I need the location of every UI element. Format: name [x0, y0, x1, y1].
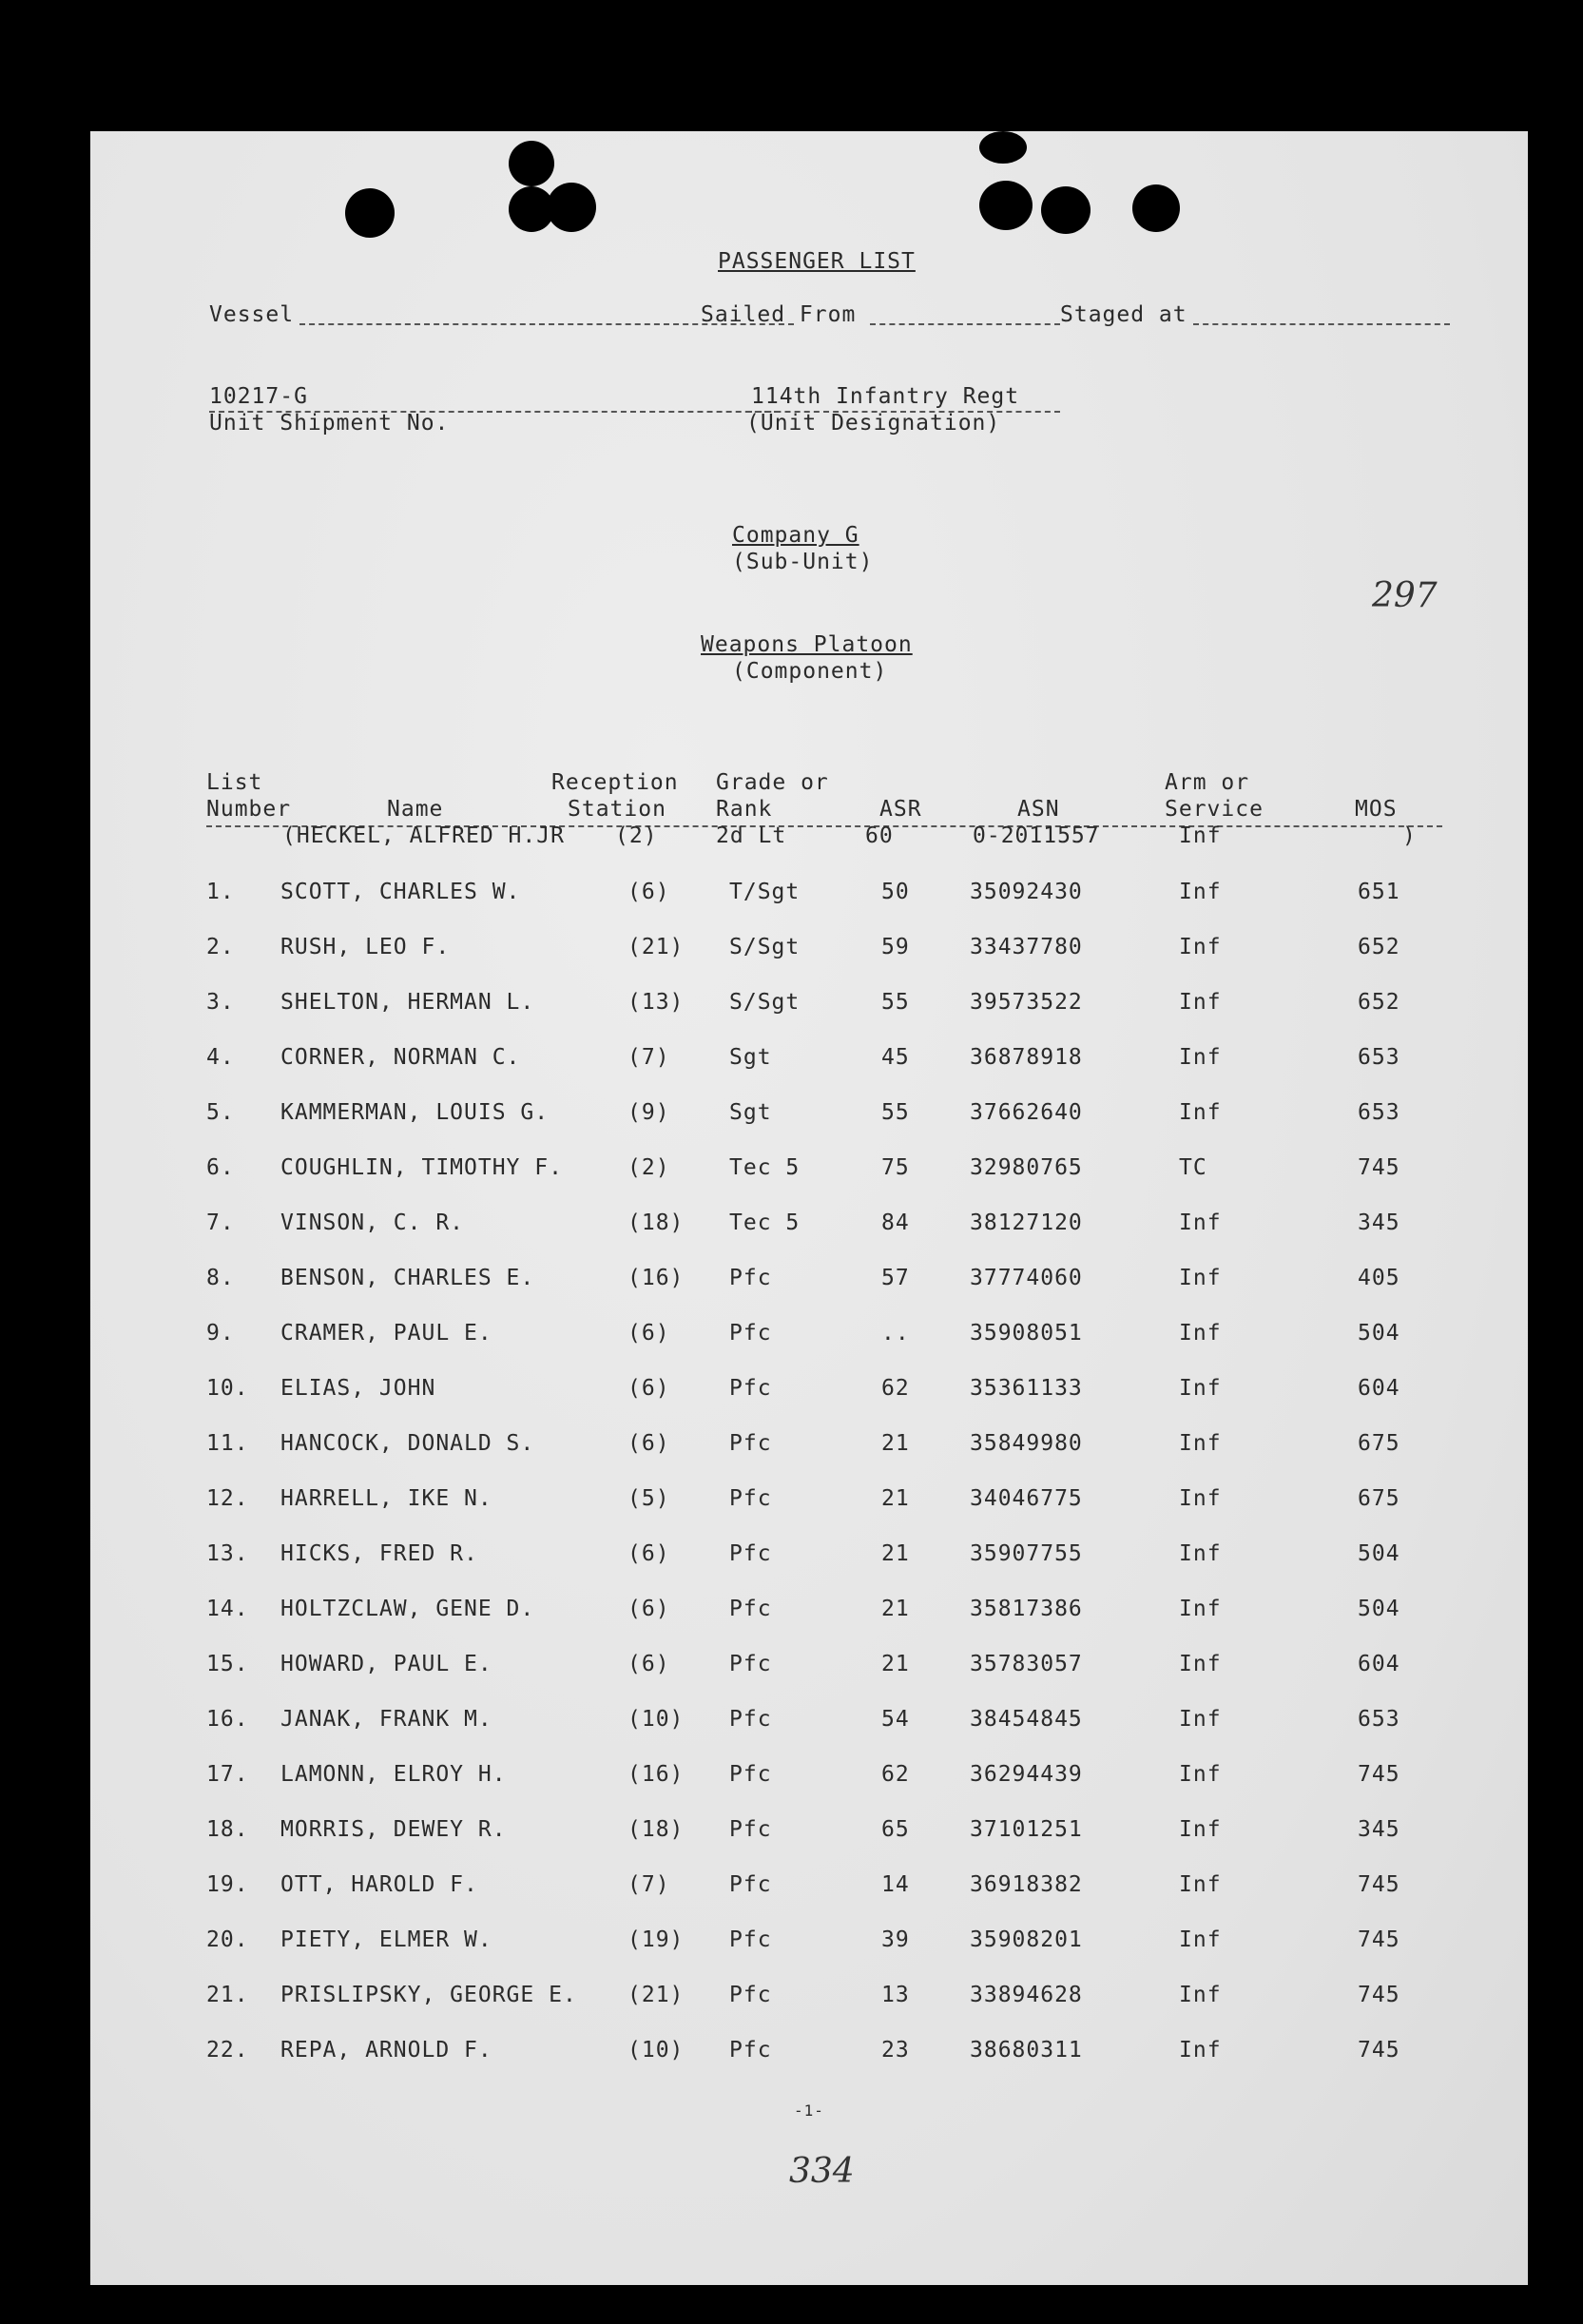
row-asr: 62 — [881, 1376, 910, 1401]
sub-unit-label: (Sub-Unit) — [732, 550, 874, 574]
row-mos: 652 — [1358, 935, 1400, 959]
col-name: Name — [387, 797, 444, 822]
row-arm: TC — [1179, 1155, 1207, 1180]
stamp-number-handwritten: 334 — [789, 2152, 855, 2191]
row-number: 13. — [206, 1541, 249, 1566]
row-station: (10) — [627, 2038, 685, 2063]
col-arm-1: Arm or — [1165, 770, 1250, 795]
row-station: (5) — [627, 1486, 670, 1511]
punch-hole — [979, 181, 1033, 230]
row-station: (6) — [627, 1541, 670, 1566]
sub-unit: Company G — [732, 523, 859, 548]
row-grade: Pfc — [729, 1762, 772, 1787]
row-mos: 604 — [1358, 1376, 1400, 1401]
row-name: RUSH, LEO F. — [280, 935, 451, 959]
row-asn: 37662640 — [970, 1100, 1083, 1125]
row-asr: 84 — [881, 1210, 910, 1235]
row-arm: Inf — [1179, 1266, 1222, 1290]
col-list-number-2: Number — [206, 797, 292, 822]
row-mos: 604 — [1358, 1652, 1400, 1676]
row-mos: 745 — [1358, 1762, 1400, 1787]
row-number: 15. — [206, 1652, 249, 1676]
col-mos: MOS — [1355, 797, 1398, 822]
sailed-from-label: Sailed From — [701, 302, 857, 327]
row-number: 1. — [206, 880, 235, 904]
officer-grade: 2d Lt — [716, 823, 787, 848]
component-label: (Component) — [732, 659, 888, 684]
row-station: (9) — [627, 1100, 670, 1125]
row-arm: Inf — [1179, 1983, 1222, 2007]
officer-arm: Inf — [1179, 823, 1222, 848]
row-number: 18. — [206, 1817, 249, 1842]
row-name: CORNER, NORMAN C. — [280, 1045, 521, 1070]
row-asn: 38127120 — [970, 1210, 1083, 1235]
punch-hole — [547, 183, 596, 232]
col-reception-1: Reception — [551, 770, 679, 795]
row-grade: Pfc — [729, 1321, 772, 1346]
row-asn: 35908201 — [970, 1927, 1083, 1952]
row-mos: 504 — [1358, 1597, 1400, 1621]
row-grade: Pfc — [729, 1707, 772, 1732]
row-number: 19. — [206, 1872, 249, 1897]
col-arm-2: Service — [1165, 797, 1264, 822]
row-asr: 39 — [881, 1927, 910, 1952]
row-grade: T/Sgt — [729, 880, 801, 904]
row-name: PIETY, ELMER W. — [280, 1927, 492, 1952]
row-grade: Pfc — [729, 1541, 772, 1566]
row-arm: Inf — [1179, 1321, 1222, 1346]
row-grade: Pfc — [729, 2038, 772, 2063]
row-arm: Inf — [1179, 880, 1222, 904]
row-asn: 37101251 — [970, 1817, 1083, 1842]
punch-hole — [509, 141, 554, 186]
row-grade: S/Sgt — [729, 990, 801, 1015]
row-grade: Pfc — [729, 1431, 772, 1456]
row-station: (7) — [627, 1872, 670, 1897]
row-arm: Inf — [1179, 1652, 1222, 1676]
row-asr: 21 — [881, 1431, 910, 1456]
row-grade: Tec 5 — [729, 1210, 801, 1235]
row-name: HICKS, FRED R. — [280, 1541, 478, 1566]
row-asn: 35092430 — [970, 880, 1083, 904]
row-arm: Inf — [1179, 1762, 1222, 1787]
row-grade: S/Sgt — [729, 935, 801, 959]
unit-designation: 114th Infantry Regt — [751, 384, 1020, 409]
component: Weapons Platoon — [701, 632, 913, 657]
row-asn: 35817386 — [970, 1597, 1083, 1621]
row-asn: 39573522 — [970, 990, 1083, 1015]
row-mos: 745 — [1358, 1983, 1400, 2007]
row-arm: Inf — [1179, 1431, 1222, 1456]
row-mos: 345 — [1358, 1210, 1400, 1235]
row-mos: 745 — [1358, 1872, 1400, 1897]
row-asr: 23 — [881, 2038, 910, 2063]
row-mos: 653 — [1358, 1045, 1400, 1070]
officer-asr: 60 — [865, 823, 894, 848]
row-asn: 36878918 — [970, 1045, 1083, 1070]
row-arm: Inf — [1179, 1872, 1222, 1897]
row-arm: Inf — [1179, 2038, 1222, 2063]
punch-hole — [345, 188, 395, 238]
row-station: (2) — [627, 1155, 670, 1180]
row-asr: 57 — [881, 1266, 910, 1290]
row-asn: 38680311 — [970, 2038, 1083, 2063]
row-name: CRAMER, PAUL E. — [280, 1321, 492, 1346]
row-mos: 745 — [1358, 1155, 1400, 1180]
document-page — [90, 131, 1528, 2285]
officer-mos: ) — [1402, 823, 1417, 848]
row-asr: 62 — [881, 1762, 910, 1787]
row-name: SHELTON, HERMAN L. — [280, 990, 535, 1015]
row-asn: 33437780 — [970, 935, 1083, 959]
row-asn: 32980765 — [970, 1155, 1083, 1180]
row-arm: Inf — [1179, 1597, 1222, 1621]
row-mos: 651 — [1358, 880, 1400, 904]
shipment-number: 10217-G — [209, 384, 308, 409]
row-grade: Pfc — [729, 1486, 772, 1511]
row-name: ELIAS, JOHN — [280, 1376, 436, 1401]
row-asr: 65 — [881, 1817, 910, 1842]
row-asn: 35849980 — [970, 1431, 1083, 1456]
row-grade: Pfc — [729, 1927, 772, 1952]
row-station: (19) — [627, 1927, 685, 1952]
row-station: (16) — [627, 1266, 685, 1290]
row-number: 7. — [206, 1210, 235, 1235]
row-asr: 21 — [881, 1652, 910, 1676]
row-mos: 504 — [1358, 1541, 1400, 1566]
row-mos: 652 — [1358, 990, 1400, 1015]
row-grade: Sgt — [729, 1045, 772, 1070]
row-asn: 35361133 — [970, 1376, 1083, 1401]
row-asr: 55 — [881, 990, 910, 1015]
punch-hole — [979, 131, 1027, 164]
row-asr: 50 — [881, 880, 910, 904]
row-number: 10. — [206, 1376, 249, 1401]
row-number: 2. — [206, 935, 235, 959]
row-name: JANAK, FRANK M. — [280, 1707, 492, 1732]
row-asn: 34046775 — [970, 1486, 1083, 1511]
row-asr: 13 — [881, 1983, 910, 2007]
row-name: PRISLIPSKY, GEORGE E. — [280, 1983, 577, 2007]
shipment-number-label: Unit Shipment No. — [209, 411, 450, 436]
unit-designation-label: (Unit Designation) — [746, 411, 1001, 436]
row-asn: 35783057 — [970, 1652, 1083, 1676]
row-station: (21) — [627, 1983, 685, 2007]
row-asr: 55 — [881, 1100, 910, 1125]
staged-at-blank — [1193, 323, 1450, 325]
row-name: VINSON, C. R. — [280, 1210, 465, 1235]
row-asr: 21 — [881, 1486, 910, 1511]
row-mos: 504 — [1358, 1321, 1400, 1346]
sailed-from-blank — [870, 323, 1060, 325]
row-name: HARRELL, IKE N. — [280, 1486, 492, 1511]
row-grade: Pfc — [729, 1983, 772, 2007]
row-asn: 36294439 — [970, 1762, 1083, 1787]
row-name: LAMONN, ELROY H. — [280, 1762, 507, 1787]
row-name: KAMMERMAN, LOUIS G. — [280, 1100, 550, 1125]
row-name: OTT, HAROLD F. — [280, 1872, 478, 1897]
row-station: (21) — [627, 935, 685, 959]
row-station: (6) — [627, 1321, 670, 1346]
row-name: HOWARD, PAUL E. — [280, 1652, 492, 1676]
row-number: 4. — [206, 1045, 235, 1070]
staged-at-label: Staged at — [1060, 302, 1187, 327]
row-number: 11. — [206, 1431, 249, 1456]
row-number: 17. — [206, 1762, 249, 1787]
row-number: 8. — [206, 1266, 235, 1290]
row-arm: Inf — [1179, 990, 1222, 1015]
col-asr: ASR — [879, 797, 922, 822]
row-name: SCOTT, CHARLES W. — [280, 880, 521, 904]
row-arm: Inf — [1179, 1707, 1222, 1732]
col-grade-1: Grade or — [716, 770, 829, 795]
row-grade: Pfc — [729, 1597, 772, 1621]
row-name: MORRIS, DEWEY R. — [280, 1817, 507, 1842]
document-title: PASSENGER LIST — [718, 249, 916, 274]
row-asn: 35908051 — [970, 1321, 1083, 1346]
row-asr: 54 — [881, 1707, 910, 1732]
row-number: 21. — [206, 1983, 249, 2007]
col-reception-2: Station — [568, 797, 666, 822]
row-asn: 36918382 — [970, 1872, 1083, 1897]
row-mos: 405 — [1358, 1266, 1400, 1290]
row-arm: Inf — [1179, 1376, 1222, 1401]
row-station: (6) — [627, 1431, 670, 1456]
row-arm: Inf — [1179, 1210, 1222, 1235]
row-number: 5. — [206, 1100, 235, 1125]
officer-station: (2) — [615, 823, 658, 848]
row-arm: Inf — [1179, 1817, 1222, 1842]
row-grade: Pfc — [729, 1376, 772, 1401]
col-grade-2: Rank — [716, 797, 773, 822]
row-mos: 745 — [1358, 1927, 1400, 1952]
row-asr: 14 — [881, 1872, 910, 1897]
row-asr: 21 — [881, 1541, 910, 1566]
col-asn: ASN — [1017, 797, 1060, 822]
page-mark: -1- — [794, 2101, 824, 2120]
row-grade: Tec 5 — [729, 1155, 801, 1180]
row-mos: 653 — [1358, 1100, 1400, 1125]
row-asn: 35907755 — [970, 1541, 1083, 1566]
row-name: REPA, ARNOLD F. — [280, 2038, 492, 2063]
row-mos: 675 — [1358, 1431, 1400, 1456]
row-number: 16. — [206, 1707, 249, 1732]
row-arm: Inf — [1179, 1927, 1222, 1952]
row-asn: 33894628 — [970, 1983, 1083, 2007]
row-arm: Inf — [1179, 1486, 1222, 1511]
punch-hole — [1041, 186, 1091, 234]
officer-name: (HECKEL, ALFRED H.JR — [282, 823, 565, 848]
row-number: 22. — [206, 2038, 249, 2063]
row-station: (10) — [627, 1707, 685, 1732]
row-mos: 675 — [1358, 1486, 1400, 1511]
row-station: (6) — [627, 880, 670, 904]
row-asr: 59 — [881, 935, 910, 959]
row-name: BENSON, CHARLES E. — [280, 1266, 535, 1290]
punch-hole — [1132, 184, 1180, 232]
row-arm: Inf — [1179, 1045, 1222, 1070]
row-name: HOLTZCLAW, GENE D. — [280, 1597, 535, 1621]
row-number: 12. — [206, 1486, 249, 1511]
row-number: 20. — [206, 1927, 249, 1952]
row-arm: Inf — [1179, 1100, 1222, 1125]
row-asr: 45 — [881, 1045, 910, 1070]
row-asn: 37774060 — [970, 1266, 1083, 1290]
row-station: (6) — [627, 1597, 670, 1621]
row-number: 3. — [206, 990, 235, 1015]
row-station: (6) — [627, 1652, 670, 1676]
row-station: (16) — [627, 1762, 685, 1787]
row-grade: Pfc — [729, 1872, 772, 1897]
row-station: (6) — [627, 1376, 670, 1401]
row-asr: .. — [881, 1321, 910, 1346]
row-asr: 21 — [881, 1597, 910, 1621]
vessel-label: Vessel — [209, 302, 295, 327]
row-station: (7) — [627, 1045, 670, 1070]
row-mos: 345 — [1358, 1817, 1400, 1842]
row-station: (18) — [627, 1210, 685, 1235]
row-grade: Pfc — [729, 1266, 772, 1290]
row-number: 6. — [206, 1155, 235, 1180]
row-asr: 75 — [881, 1155, 910, 1180]
row-mos: 745 — [1358, 2038, 1400, 2063]
row-arm: Inf — [1179, 1541, 1222, 1566]
row-mos: 653 — [1358, 1707, 1400, 1732]
row-grade: Pfc — [729, 1817, 772, 1842]
officer-asn: 0-2011557 — [973, 823, 1100, 848]
row-number: 9. — [206, 1321, 235, 1346]
row-name: HANCOCK, DONALD S. — [280, 1431, 535, 1456]
row-station: (18) — [627, 1817, 685, 1842]
page-number-handwritten: 297 — [1372, 576, 1438, 615]
row-grade: Pfc — [729, 1652, 772, 1676]
row-asn: 38454845 — [970, 1707, 1083, 1732]
col-list-number-1: List — [206, 770, 263, 795]
row-name: COUGHLIN, TIMOTHY F. — [280, 1155, 563, 1180]
row-arm: Inf — [1179, 935, 1222, 959]
row-number: 14. — [206, 1597, 249, 1621]
row-grade: Sgt — [729, 1100, 772, 1125]
row-station: (13) — [627, 990, 685, 1015]
